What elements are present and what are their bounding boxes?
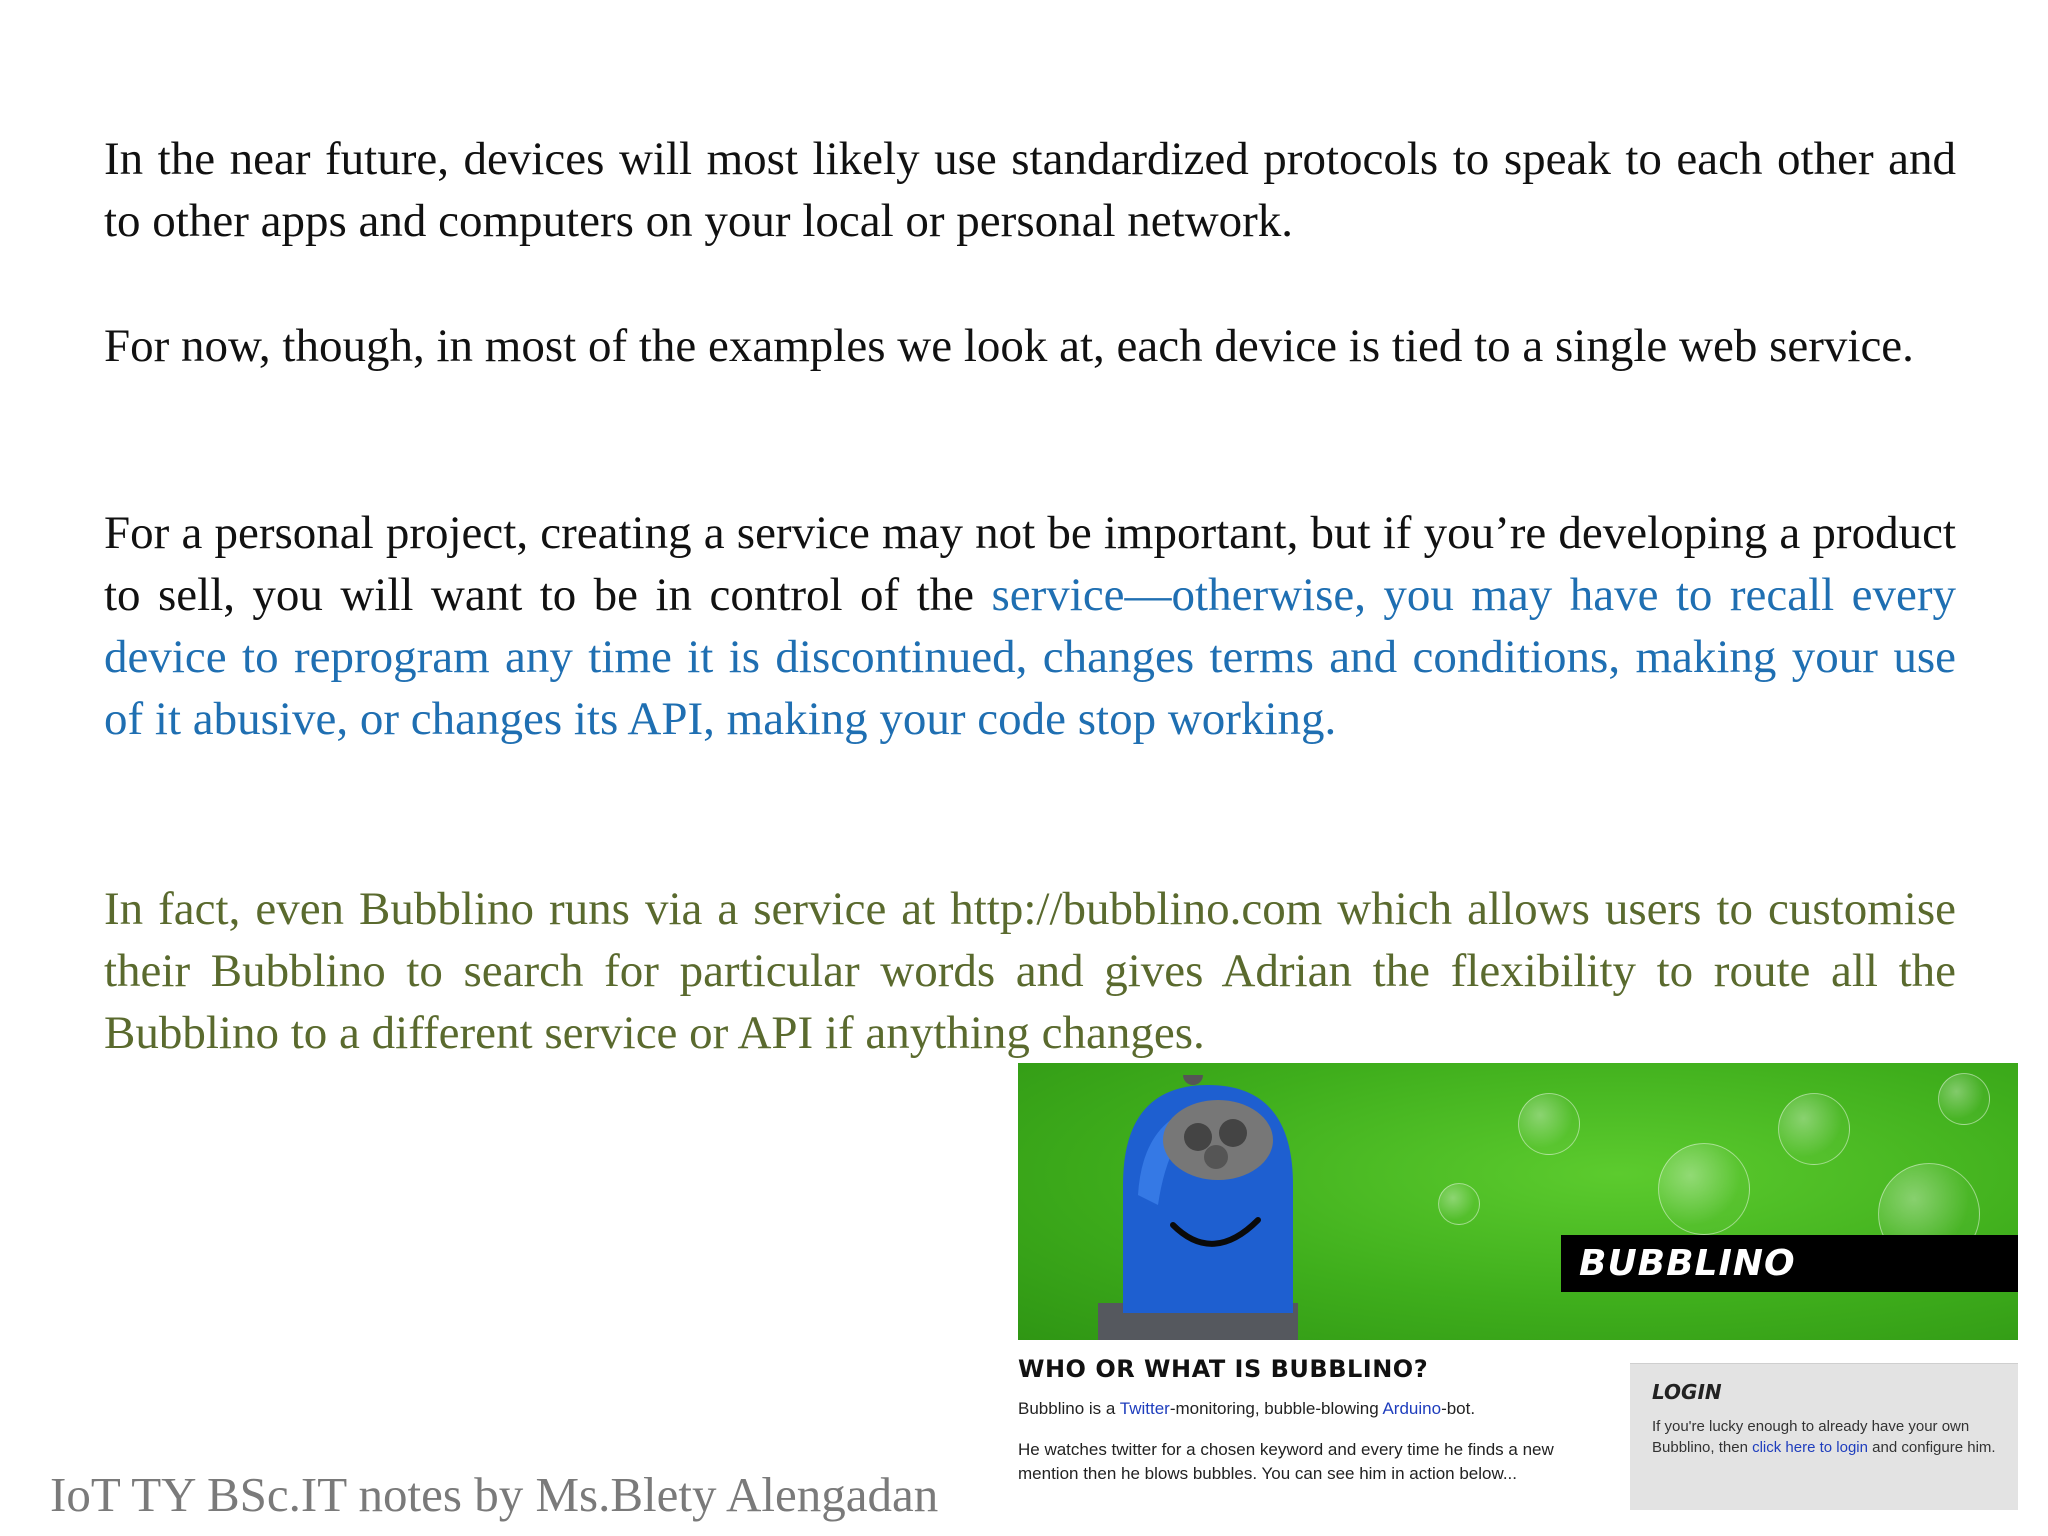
paragraph-personal-project	[104, 502, 1956, 750]
description-text: -bot.	[1441, 1399, 1476, 1418]
highlighted-service-warning: service—otherwise, you may have to recall every device to reprogram any time it is discontinued, changes terms and conditions, making your use of it abusive, or changes its API, making your code stop working.	[104, 569, 1956, 745]
paragraph-personal-project-text: For a personal project, creating a service may not be important, but if you’re developing a product to sell, you will want to be in control of the	[104, 507, 1956, 621]
footer-credit: IoT TY BSc.IT notes by Ms.Blety Alengadan	[50, 1467, 939, 1522]
login-text-end: and configure him.	[1867, 1439, 1996, 1456]
paragraph-bubblino-service: In fact, even Bubblino runs via a service at http://bubblino.com which allows users to customise their Bubblino to search for particular words and gives Adrian the flexibility to route all the Bubblino to a different service or API if anything changes.	[104, 883, 1956, 1059]
arduino-link[interactable]: Arduino	[1382, 1399, 1442, 1418]
paragraph-standardized-protocols: In the near future, devices will most likely use standardized protocols to speak to each other and to other apps and computers on your local or personal network.	[104, 133, 1956, 247]
login-text-start: If you're lucky enough to already have your own Bubblino, then	[1652, 1418, 1970, 1456]
bubblino-banner	[1018, 1063, 2018, 1340]
bubblino-robot-image	[1098, 1075, 1358, 1340]
bubblino-website-screenshot	[1018, 1063, 2018, 1536]
bubble-decoration	[1438, 1183, 1480, 1225]
description-text: -monitoring, bubble-blowing	[1169, 1399, 1383, 1418]
bubblino-behaviour-text: He watches twitter for a chosen keyword and every time he finds a new mention then he blows bubbles. You can see him in action below...	[1018, 1440, 1554, 1483]
bubble-decoration	[1938, 1073, 1990, 1125]
login-heading: LOGIN	[1652, 1380, 1722, 1404]
bubble-decoration	[1658, 1143, 1750, 1235]
login-text	[1652, 1416, 2007, 1458]
login-panel	[1630, 1363, 2018, 1510]
paragraph-single-web-service: For now, though, in most of the examples we look at, each device is tied to a single web service.	[104, 320, 1914, 372]
login-link[interactable]: click here to login	[1752, 1439, 1868, 1456]
bubblino-banner-title: BUBBLINO	[1561, 1235, 2018, 1292]
bubblino-description	[1018, 1399, 1475, 1419]
description-text: Bubblino is a	[1018, 1399, 1120, 1418]
bubble-decoration	[1518, 1093, 1580, 1155]
twitter-link[interactable]: Twitter	[1119, 1399, 1170, 1418]
who-heading: WHO OR WHAT IS BUBBLINO?	[1018, 1355, 1429, 1383]
bubble-decoration	[1778, 1093, 1850, 1165]
